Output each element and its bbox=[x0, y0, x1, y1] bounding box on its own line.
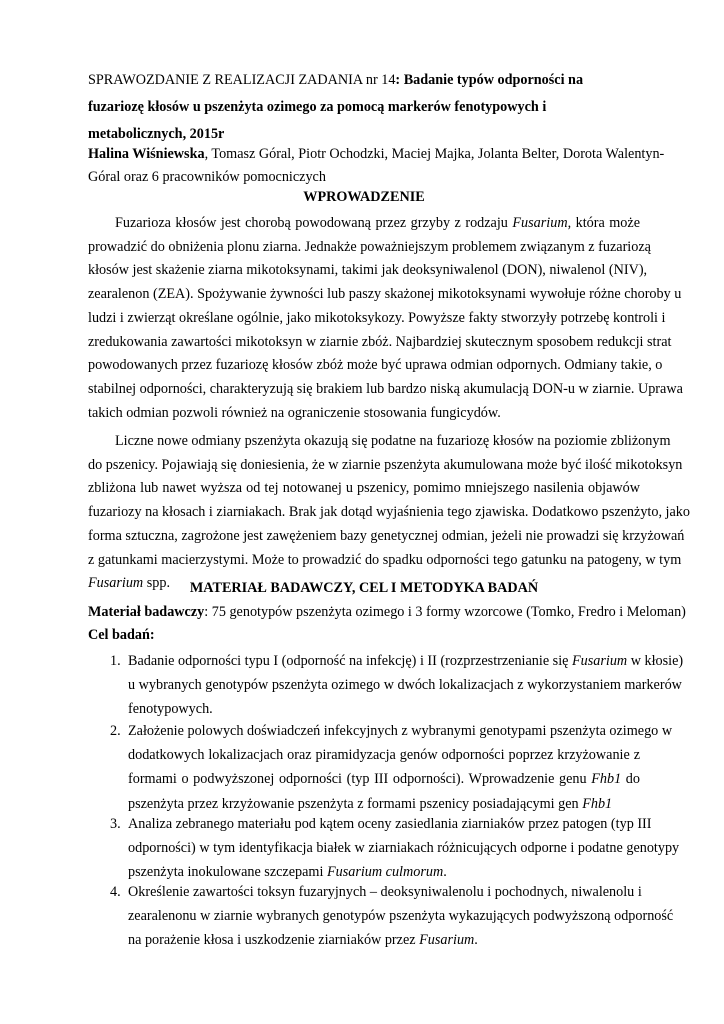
italic-span: Fusarium bbox=[88, 575, 144, 592]
text-span: Badanie odporności typu I (odporność na infekcję) i II (rozprzestrzenianie się bbox=[128, 653, 572, 669]
text-line: dodatkowych lokalizacjach oraz piramidyzacja genów odporności poprzez krzyżowanie z bbox=[128, 747, 640, 764]
authors-line-2: Góral oraz 6 pracowników pomocniczych bbox=[88, 169, 326, 185]
text-span: Fuzarioza kłosów jest chorobą powodowaną przez grzyby z rodzaju bbox=[115, 215, 513, 231]
text-span: w kłosie) bbox=[627, 653, 684, 669]
text-line: powodowanych przez fuzariozę kłosów zbóż może być uprawa odmian odpornych. Odmiany takie, o bbox=[88, 357, 663, 374]
methods-heading: MATERIAŁ BADAWCZY, CEL I METODYKA BADAŃ bbox=[189, 580, 539, 596]
italic-span: Fusarium bbox=[512, 215, 568, 231]
text-line: zredukowania zawartości mikotoksyn w ziarnie zbóż. Najbardziej skutecznym sposobem redukcji strat bbox=[88, 333, 672, 350]
text-span: formami o podwyższonej odporności (typ III odporności). Wprowadzenie genu bbox=[128, 771, 592, 788]
italic-span: Fusarium bbox=[571, 653, 628, 669]
title-bold-2: fuzariozę kłosów u pszenżyta ozimego za pomocą markerów fenotypowych i bbox=[88, 99, 547, 115]
text-span: do bbox=[621, 771, 640, 788]
text-line: fenotypowych. bbox=[128, 701, 213, 718]
text-line: ludzi i zwierząt określane ogólnie, jako mikotoksykozy. Powyższe fakty stworzyły potrzebę kontroli i bbox=[88, 309, 666, 326]
italic-span: Fhb1 bbox=[582, 795, 613, 812]
text-line: zearalenonu w ziarnie wybranych genotypów pszenżyta wykazujących podwyższoną odporność bbox=[128, 908, 674, 925]
list-item bbox=[88, 880, 674, 953]
list-item bbox=[88, 719, 673, 816]
text-line: kłosów jest skażenie ziarna mikotoksynami, takimi jak deoksyniwalenol (DON), niwalenol (NIV), bbox=[88, 262, 648, 279]
text-line: stabilnej odporności, charakteryzują się brakiem lub bardzo niską akumulacją DON-u w ziarnie. Uprawa bbox=[88, 380, 683, 397]
material-text: : 75 genotypów pszenżyta ozimego i 3 formy wzorcowe (Tomko, Fredro i Meloman) bbox=[204, 604, 686, 620]
text-line: prowadzić do obniżenia plonu ziarna. Jednakże poważniejszym problemem związanym z fuzariozą bbox=[88, 238, 651, 255]
text-line: takich odmian pozwoli również na ograniczenie stosowania fungicydów. bbox=[88, 404, 501, 421]
text-line: odporności) w tym identyfikacja białek w ziarniakach różnicujących odporne i podatne genotypy bbox=[128, 840, 680, 857]
list-item bbox=[88, 649, 684, 722]
text-line: Określenie zawartości toksyn fuzaryjnych – deoksyniwalenolu i pochodnych, niwalenolu i bbox=[128, 884, 642, 900]
text-span: . bbox=[474, 932, 478, 949]
text-span: spp. bbox=[143, 575, 170, 592]
authors-rest: , Tomasz Góral, Piotr Ochodzki, Maciej Majka, Jolanta Belter, Dorota Walentyn- bbox=[204, 146, 665, 162]
list-item bbox=[88, 812, 680, 885]
intro-paragraph-2 bbox=[88, 430, 690, 596]
authors bbox=[88, 143, 665, 189]
text-line: Liczne nowe odmiany pszenżyta okazują się podatne na fuzariozę kłosów na poziomie zbliżonym bbox=[115, 433, 671, 449]
author-lead: Halina Wiśniewska bbox=[88, 146, 205, 162]
goal-label bbox=[88, 624, 155, 647]
text-line: zbliżona lub nawet wyższa od tej notowanej u pszenicy, pomimo mniejszego nasilenia objawów bbox=[88, 480, 640, 497]
text-line: Analiza zebranego materiału pod kątem oceny zasiedlania ziarniaków przez patogen (typ III bbox=[128, 816, 652, 832]
material-label: Materiał badawczy bbox=[88, 604, 205, 620]
title-bold-3: metabolicznych, 2015r bbox=[88, 126, 225, 142]
text-line: u wybranych genotypów pszenżyta ozimego w dwóch lokalizacjach z wykorzystaniem markerów bbox=[128, 677, 682, 694]
list-number: 1. bbox=[110, 653, 121, 669]
text-line: fuzariozy na kłosach i ziarniakach. Brak jak dotąd wyjaśnienia tego zjawiska. Dodatkowo pszenżyto, jako bbox=[88, 504, 690, 521]
material-line bbox=[88, 601, 686, 624]
report-title bbox=[88, 67, 640, 148]
italic-span: Fusarium culmorum bbox=[326, 864, 444, 881]
text-span: pszenżyta przez krzyżowanie pszenżyta z formami pszenicy posiadającymi gen bbox=[128, 795, 583, 812]
italic-span: Fusarium bbox=[419, 932, 475, 949]
intro-heading: WPROWADZENIE bbox=[303, 189, 425, 205]
text-line: z gatunkami macierzystymi. Może to prowadzić do spadku odporności tego gatunku na patogeny, w tym bbox=[88, 551, 682, 568]
text-span: na porażenie kłosa i uszkodzenie ziarniaków przez bbox=[128, 932, 420, 949]
list-number: 3. bbox=[110, 816, 121, 832]
text-line: forma sztuczna, zagrożone jest zawężeniem bazy genetycznej odmian, jeżeli nie prowadzi się krzyżowań bbox=[88, 527, 685, 544]
text-line: do pszenicy. Pojawiają się doniesienia, że w ziarnie pszenżyta akumulowana może być ilość mikotoksyn bbox=[88, 456, 683, 473]
list-number: 4. bbox=[110, 884, 121, 900]
title-prefix: SPRAWOZDANIE Z REALIZACJI ZADANIA nr 14 bbox=[88, 72, 396, 88]
list-number: 2. bbox=[110, 723, 121, 739]
text-span: . bbox=[443, 864, 447, 881]
intro-paragraph-1 bbox=[88, 212, 683, 425]
title-bold-1: : Badanie typów odporności na bbox=[395, 72, 584, 88]
text-span: pszenżyta inokulowane szczepami bbox=[128, 864, 327, 881]
text-line: Założenie polowych doświadczeń infekcyjnych z wybranymi genotypami pszenżyta ozimego w bbox=[128, 723, 673, 739]
text-span: , która może bbox=[567, 215, 640, 231]
italic-span: Fhb1 bbox=[591, 771, 622, 788]
goal-label-text: Cel badań: bbox=[88, 627, 155, 643]
text-line: zearalenon (ZEA). Spożywanie żywności lub paszy skażonej mikotoksynami wywołuje różne choroby u bbox=[88, 286, 682, 303]
